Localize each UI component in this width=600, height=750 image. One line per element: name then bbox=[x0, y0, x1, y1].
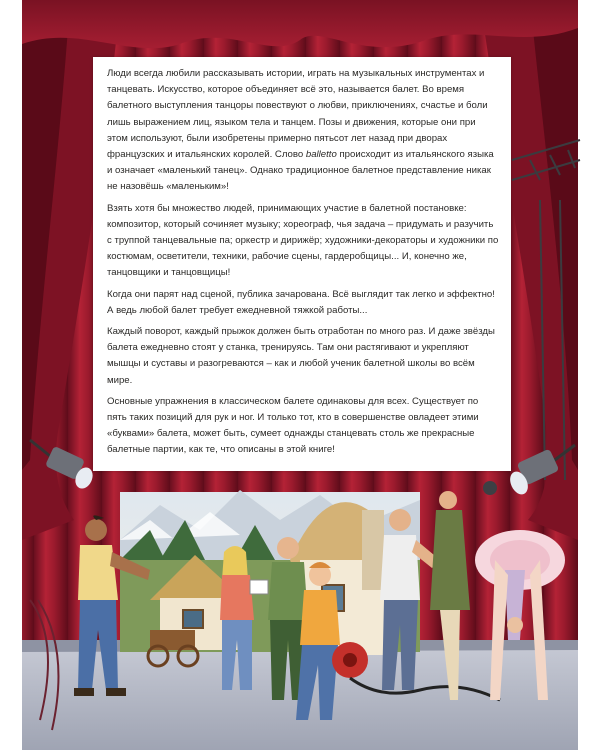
paragraph-5: Основные упражнения в классическом балете одинаковы для всех. Существует по пять таких позиций для рук и ног. И только тот, кто в совершенстве овладеет этими «буквами» балета, может быть, сумеет однажды станцевать столь же прекрасные балетные партии, как те, что описаны в этой книге! bbox=[107, 395, 479, 456]
paragraph-2: Взять хотя бы множество людей, принимающих участие в балетной постановке: композитор, который сочиняет музыку; хореограф, чья задача – придумать и разучить с труппой танцевальные па; оркестр и дирижёр; художники-декораторы и художники по костюмам, осветители, техники, рабочие сцены, гардеробщицы... И, конечно же, танцовщики и танцовщицы! bbox=[107, 202, 499, 279]
balletto-term: balletto bbox=[305, 149, 337, 161]
paragraph-1: Люди всегда любили рассказывать истории, играть на музыкальных инструментах и танцевать. Искусство, которое объединяет всё это, называется балет. Во время балетного выступления танцоры повествуют о любви, приключениях, счастье и боли лишь выражением лиц, языком тела и танцем. Позы и движения, которые они при этом используют, были изобретены примерно пятьсот лет назад при дворах французских и итальянских королей. Слово balletto происходит из итальянского языка и означает «маленький танец». Однако традиционное балетное представление никак не назовёшь «маленьким»! bbox=[107, 68, 494, 193]
paragraph-4: Каждый поворот, каждый прыжок должен быть отработан по много раз. И даже звёзды балета ежедневно стоят у станка, тренируясь. Там они растягивают и укрепляют мышцы и суставы и разогреваются – как и любой ученик балетной школы во всём мире. bbox=[107, 326, 495, 386]
intro-text-panel bbox=[93, 57, 511, 471]
paragraph-3: Когда они парят над сценой, публика зачарована. Всё выглядит так легко и эффектно! А ведь любой балет требует ежедневной тяжкой работы... bbox=[107, 288, 495, 316]
